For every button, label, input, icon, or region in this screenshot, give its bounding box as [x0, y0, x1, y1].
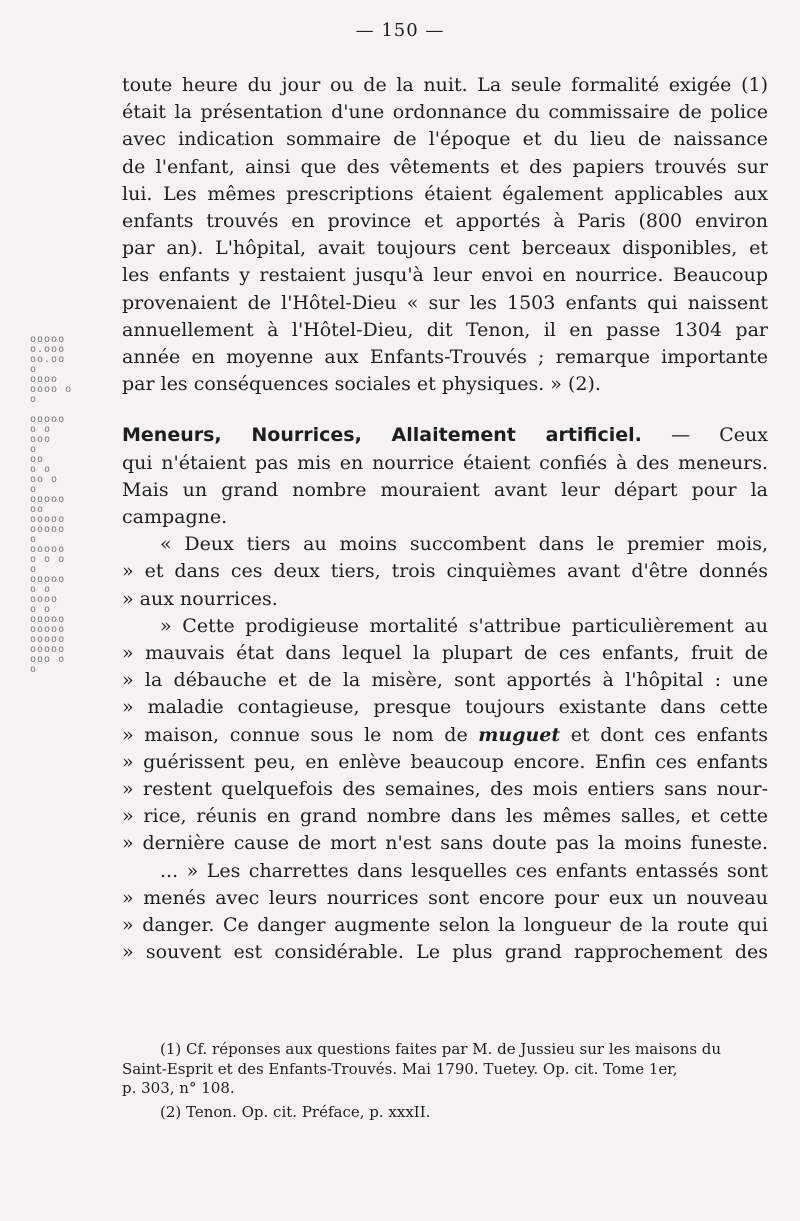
- section-heading: Meneurs, Nourrices, Allaitement artificiel.: [122, 424, 642, 447]
- paragraph-5: [122, 885, 768, 967]
- margin-dot-row: o: [30, 484, 38, 495]
- text-line: Mais un grand nombre mouraient avant leur départ pour la: [122, 478, 768, 501]
- margin-dot-row: o: [30, 364, 38, 375]
- text-line: les enfants y restaient jusqu'à leur envoi en nourrice. Beaucoup: [122, 264, 768, 287]
- footnotes: [122, 1040, 768, 1122]
- text-line: avec indication sommaire de l'époque et du lieu de naissance: [122, 128, 768, 151]
- muguet-line: » maison, connue sous le nom de muguet et dont ces enfants: [122, 723, 768, 746]
- margin-dot-row: oo: [30, 454, 45, 465]
- text-line: enfants trouvés en province et apportés à Paris (800 environ: [122, 210, 768, 233]
- text-line: » souvent est considérable. Le plus grand rapprochement des: [122, 941, 768, 964]
- margin-dot-row: o o: [30, 464, 52, 475]
- margin-dot-row: o o: [30, 424, 52, 435]
- margin-dot-row: ooooo: [30, 624, 66, 635]
- main-text: [122, 72, 768, 967]
- margin-dot-row: o o o: [30, 554, 66, 565]
- margin-dot-row: ooo: [30, 434, 52, 445]
- margin-dot-row: o.ooo: [30, 344, 66, 355]
- margin-dot-row: ooooo: [30, 614, 66, 625]
- text-line: » restent quelquefois des semaines, des mois entiers sans nour-: [122, 778, 768, 801]
- heading-tail: — Ceux: [671, 424, 768, 447]
- margin-dot-row: oooo o: [30, 384, 73, 395]
- margin-dot-row: oo o: [30, 474, 59, 485]
- text-line: par les conséquences sociales et physiques. » (2).: [122, 373, 601, 396]
- text-line: toute heure du jour ou de la nuit. La seule formalité exigée (1): [122, 74, 768, 96]
- margin-dot-row: ooooo: [30, 494, 66, 505]
- footnote-2: (2) Tenon. Op. cit. Préface, p. xxxII.: [160, 1102, 431, 1121]
- margin-dot-row: ooooo: [30, 524, 66, 535]
- page-number: — 150 —: [355, 20, 445, 41]
- paragraph-4-first-line: » Cette prodigieuse mortalité s'attribue particulièrement au: [160, 614, 768, 637]
- text-line: campagne.: [122, 506, 228, 529]
- margin-dot-row: ooooo: [30, 414, 66, 425]
- paragraph-5-first-line: ... » Les charrettes dans lesquelles ces enfants entassés sont: [160, 859, 768, 882]
- margin-dot-row: ooooo: [30, 544, 66, 555]
- margin-dot-row: o: [30, 564, 38, 575]
- margin-dot-row: oo: [30, 504, 45, 515]
- text-line: » et dans ces deux tiers, trois cinquièmes avant d'être donnés: [122, 560, 768, 583]
- text-line: annuellement à l'Hôtel-Dieu, dit Tenon, il en passe 1304 par: [122, 318, 768, 341]
- text-line: » aux nourrices.: [122, 587, 278, 610]
- margin-dot-row: o o: [30, 584, 52, 595]
- margin-dot-pattern: [30, 335, 80, 765]
- footnote-1-line-1: (1) Cf. réponses aux questions faites par M. de Jussieu sur les maisons du: [160, 1040, 722, 1058]
- footnote-1-line-2: Saint-Esprit et des Enfants-Trouvés. Mai 1790. Tuetey. Op. cit. Tome 1er,: [122, 1059, 678, 1078]
- margin-dot-row: o o: [30, 604, 52, 615]
- text-line: » la débauche et de la misère, sont apportés à l'hôpital : une: [122, 669, 768, 692]
- text-line: » maladie contagieuse, presque toujours existante dans cette: [122, 696, 768, 719]
- margin-dot-row: ooooo: [30, 334, 66, 345]
- paragraph-4-rest: [122, 749, 768, 858]
- text-line: » dernière cause de mort n'est sans doute pas la moins funeste.: [122, 832, 768, 855]
- text-line: » guérissent peu, en enlève beaucoup encore. Enfin ces enfants: [122, 750, 768, 773]
- margin-dot-row: oooo: [30, 374, 59, 385]
- text-line: provenaient de l'Hôtel-Dieu « sur les 1503 enfants qui naissent: [122, 291, 768, 314]
- muguet-word: muguet: [478, 723, 561, 746]
- paragraph-2: [122, 450, 768, 532]
- margin-dot-row: ooooo: [30, 634, 66, 645]
- margin-dot-row: ooooo: [30, 574, 66, 585]
- paragraph-3: [122, 531, 768, 613]
- margin-dot-row: ooooo: [30, 514, 66, 525]
- section-heading-line: [122, 422, 768, 449]
- margin-dot-row: o: [30, 534, 38, 545]
- margin-dot-row: o: [30, 444, 38, 455]
- margin-dot-row: oooo: [30, 594, 59, 605]
- text-line: » danger. Ce danger augmente selon la longueur de la route qui: [122, 914, 768, 937]
- text-line: qui n'étaient pas mis en nourrice étaient confiés à des meneurs.: [122, 451, 768, 474]
- text-line: de l'enfant, ainsi que des vêtements et des papiers trouvés sur: [122, 155, 768, 178]
- paragraph-1: [122, 72, 768, 398]
- text-line: « Deux tiers au moins succombent dans le premier mois,: [160, 533, 768, 556]
- margin-dot-row: oo.oo: [30, 354, 66, 365]
- text-line: lui. Les mêmes prescriptions étaient également applicables aux: [122, 182, 768, 205]
- text-line: » menés avec leurs nourrices sont encore pour eux un nouveau: [122, 886, 768, 909]
- margin-dot-row: o: [30, 664, 38, 675]
- margin-dot-row: o: [30, 394, 38, 405]
- text-line: » mauvais état dans lequel la plupart de ces enfants, fruit de: [122, 642, 768, 665]
- paragraph-4: [122, 640, 768, 722]
- text-line: était la présentation d'une ordonnance du commissaire de police: [122, 101, 768, 124]
- margin-dot-row: ooo o: [30, 654, 66, 665]
- text-line: par an). L'hôpital, avait toujours cent berceaux disponibles, et: [122, 237, 768, 260]
- text-line: année en moyenne aux Enfants-Trouvés ; remarque importante: [122, 346, 768, 369]
- text-line: » rice, réunis en grand nombre dans les mêmes salles, et cette: [122, 805, 768, 828]
- footnote-1-line-3: p. 303, n° 108.: [122, 1079, 235, 1097]
- margin-dot-row: ooooo: [30, 644, 66, 655]
